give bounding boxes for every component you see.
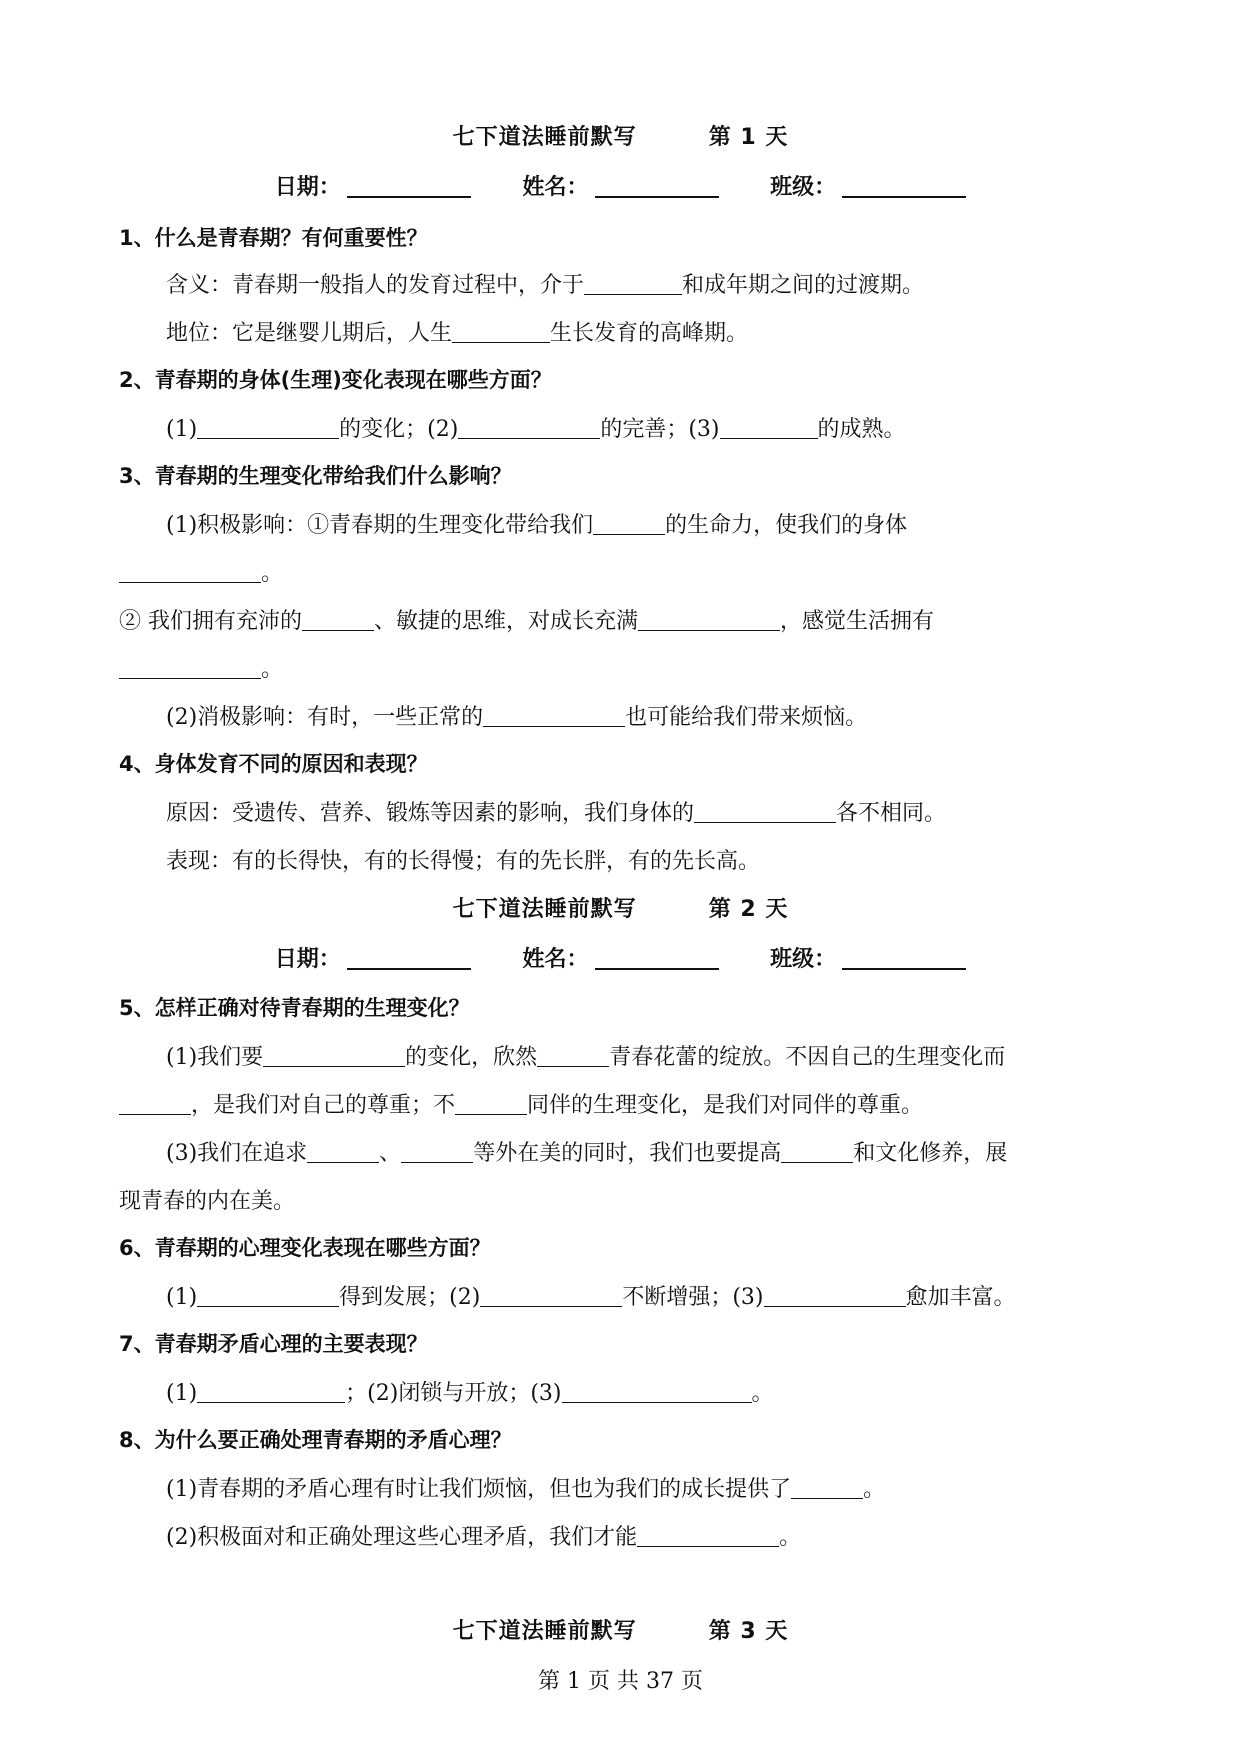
q7-line-1: [166, 1376, 774, 1407]
question-6: 6、青春期的心理变化表现在哪些方面？: [119, 1236, 491, 1260]
q5-line-4: 现青春的内在美。: [119, 1189, 296, 1214]
text: 同伴的生理变化，是我们对同伴的尊重。: [527, 1093, 924, 1118]
text: 得到发展；(2): [339, 1285, 481, 1310]
date-blank[interactable]: [347, 948, 471, 970]
answer-blank[interactable]: [119, 564, 261, 583]
answer-blank[interactable]: [562, 1384, 752, 1403]
text: (2)消极影响：有时，一些正常的: [166, 705, 484, 730]
answer-blank[interactable]: [197, 420, 339, 439]
name-field: [522, 170, 718, 201]
answer-blank[interactable]: [458, 420, 600, 439]
question-4: 4、身体发育不同的原因和表现？: [119, 752, 428, 776]
q1-line-2: [166, 316, 748, 347]
text: 原因：受遗传、营养、锻炼等因素的影响，我们身体的: [166, 801, 695, 826]
date-label: 日期：: [274, 175, 341, 200]
text: ；(2)闭锁与开放；(3): [345, 1381, 562, 1406]
text: ② 我们拥有充沛的: [119, 609, 302, 634]
text: (3)我们在追求: [166, 1141, 308, 1166]
day2-info-line: [0, 942, 1241, 973]
answer-blank[interactable]: [119, 1096, 191, 1115]
answer-blank[interactable]: [638, 612, 780, 631]
answer-blank[interactable]: [764, 1288, 906, 1307]
text: 不断增强；(3): [622, 1285, 764, 1310]
q6-line-1: [166, 1280, 1016, 1311]
q3-line-4: [119, 652, 283, 683]
day2-title-text: 七下道法睡前默写: [452, 897, 637, 922]
answer-blank[interactable]: [694, 804, 836, 823]
text: 的成熟。: [817, 417, 906, 442]
q5-line-1: [166, 1040, 1005, 1071]
text: 、敏捷的思维，对成长充满: [374, 609, 639, 634]
text: ，是我们对自己的尊重；不: [191, 1093, 456, 1118]
day2-day-number: 第 2 天: [708, 897, 789, 922]
class-label: 班级：: [770, 175, 837, 200]
class-blank[interactable]: [842, 948, 966, 970]
answer-blank[interactable]: [455, 1096, 527, 1115]
question-3: 3、青春期的生理变化带给我们什么影响？: [119, 464, 512, 488]
answer-blank[interactable]: [197, 1384, 345, 1403]
answer-blank[interactable]: [480, 1288, 622, 1307]
answer-blank[interactable]: [307, 1144, 379, 1163]
text: (1)青春期的矛盾心理有时让我们烦恼，但也为我们的成长提供了: [166, 1477, 792, 1502]
text: (1)我们要: [166, 1045, 264, 1070]
text: 的完善；(3): [600, 417, 720, 442]
question-7: 7、青春期矛盾心理的主要表现？: [119, 1332, 428, 1356]
q3-line-1: [166, 508, 907, 539]
answer-blank[interactable]: [637, 1528, 779, 1547]
class-label: 班级：: [770, 947, 837, 972]
q5-line-2: [119, 1088, 923, 1119]
q3-line-2: [119, 556, 283, 587]
question-1: 1、什么是青春期？有何重要性？: [119, 226, 428, 250]
answer-blank[interactable]: [302, 612, 374, 631]
answer-blank[interactable]: [791, 1480, 863, 1499]
text: 含义：青春期一般指人的发育过程中，介于: [166, 273, 585, 298]
day1-title: [0, 120, 1241, 151]
text: 、: [379, 1141, 402, 1166]
answer-blank[interactable]: [720, 420, 818, 439]
name-label: 姓名：: [522, 175, 589, 200]
name-field: [522, 942, 718, 973]
date-field: [275, 170, 471, 201]
answer-blank[interactable]: [593, 516, 665, 535]
answer-blank[interactable]: [584, 276, 682, 295]
text: 各不相同。: [836, 801, 947, 826]
page-footer: 第 1 页 共 37 页: [538, 1669, 703, 1694]
answer-blank[interactable]: [119, 660, 261, 679]
date-field: [275, 942, 471, 973]
q1-line-1: [166, 268, 924, 299]
q8-line-1: [166, 1472, 885, 1503]
q3-line-3: [119, 604, 934, 635]
text: (1): [166, 417, 198, 442]
text: 的变化，欣然: [405, 1045, 538, 1070]
name-label: 姓名：: [522, 947, 589, 972]
name-blank[interactable]: [595, 948, 719, 970]
q8-line-2: [166, 1520, 801, 1551]
text: 的变化；(2): [339, 417, 459, 442]
text: 等外在美的同时，我们也要提高: [473, 1141, 782, 1166]
text: 青春花蕾的绽放。不因自己的生理变化而: [609, 1045, 1006, 1070]
text: 的生命力，使我们的身体: [665, 513, 908, 538]
day2-title: [0, 892, 1241, 923]
text: 也可能给我们带来烦恼。: [625, 705, 868, 730]
day1-info-line: [0, 170, 1241, 201]
text: 。: [779, 1525, 802, 1550]
answer-blank[interactable]: [263, 1048, 405, 1067]
text: (2)积极面对和正确处理这些心理矛盾，我们才能: [166, 1525, 638, 1550]
text: 生长发育的高峰期。: [550, 321, 749, 346]
q3-line-5: [166, 700, 867, 731]
text: 和文化修养，展: [853, 1141, 1008, 1166]
question-5: 5、怎样正确对待青春期的生理变化？: [119, 996, 470, 1020]
text: 和成年期之间的过渡期。: [682, 273, 925, 298]
text: 地位：它是继婴儿期后，人生: [166, 321, 453, 346]
answer-blank[interactable]: [197, 1288, 339, 1307]
name-blank[interactable]: [595, 176, 719, 198]
text: 。: [261, 561, 284, 586]
text: ，感觉生活拥有: [780, 609, 935, 634]
date-blank[interactable]: [347, 176, 471, 198]
question-2: 2、青春期的身体(生理)变化表现在哪些方面？: [119, 368, 552, 392]
q4-line-2: 表现：有的长得快，有的长得慢；有的先长胖，有的先长高。: [166, 849, 761, 874]
class-field: [770, 170, 966, 201]
answer-blank[interactable]: [781, 1144, 853, 1163]
class-blank[interactable]: [842, 176, 966, 198]
text: 。: [261, 657, 284, 682]
day1-day-number: 第 1 天: [708, 125, 789, 150]
answer-blank[interactable]: [401, 1144, 473, 1163]
text: (1): [166, 1285, 198, 1310]
date-label: 日期：: [274, 947, 341, 972]
class-field: [770, 942, 966, 973]
text: 。: [751, 1381, 774, 1406]
day3-title-text: 七下道法睡前默写: [452, 1619, 637, 1644]
q5-line-3: [166, 1136, 1007, 1167]
text: (1): [166, 1381, 198, 1406]
text: (1)积极影响：①青春期的生理变化带给我们: [166, 513, 594, 538]
answer-blank[interactable]: [452, 324, 550, 343]
day3-day-number: 第 3 天: [708, 1619, 789, 1644]
day3-title: [0, 1614, 1241, 1645]
text: 。: [863, 1477, 886, 1502]
answer-blank[interactable]: [537, 1048, 609, 1067]
q4-line-1: [166, 796, 946, 827]
answer-blank[interactable]: [483, 708, 625, 727]
question-8: 8、为什么要正确处理青春期的矛盾心理？: [119, 1428, 512, 1452]
day1-title-text: 七下道法睡前默写: [452, 125, 637, 150]
q2-line-1: [166, 412, 906, 443]
text: 愈加丰富。: [905, 1285, 1016, 1310]
